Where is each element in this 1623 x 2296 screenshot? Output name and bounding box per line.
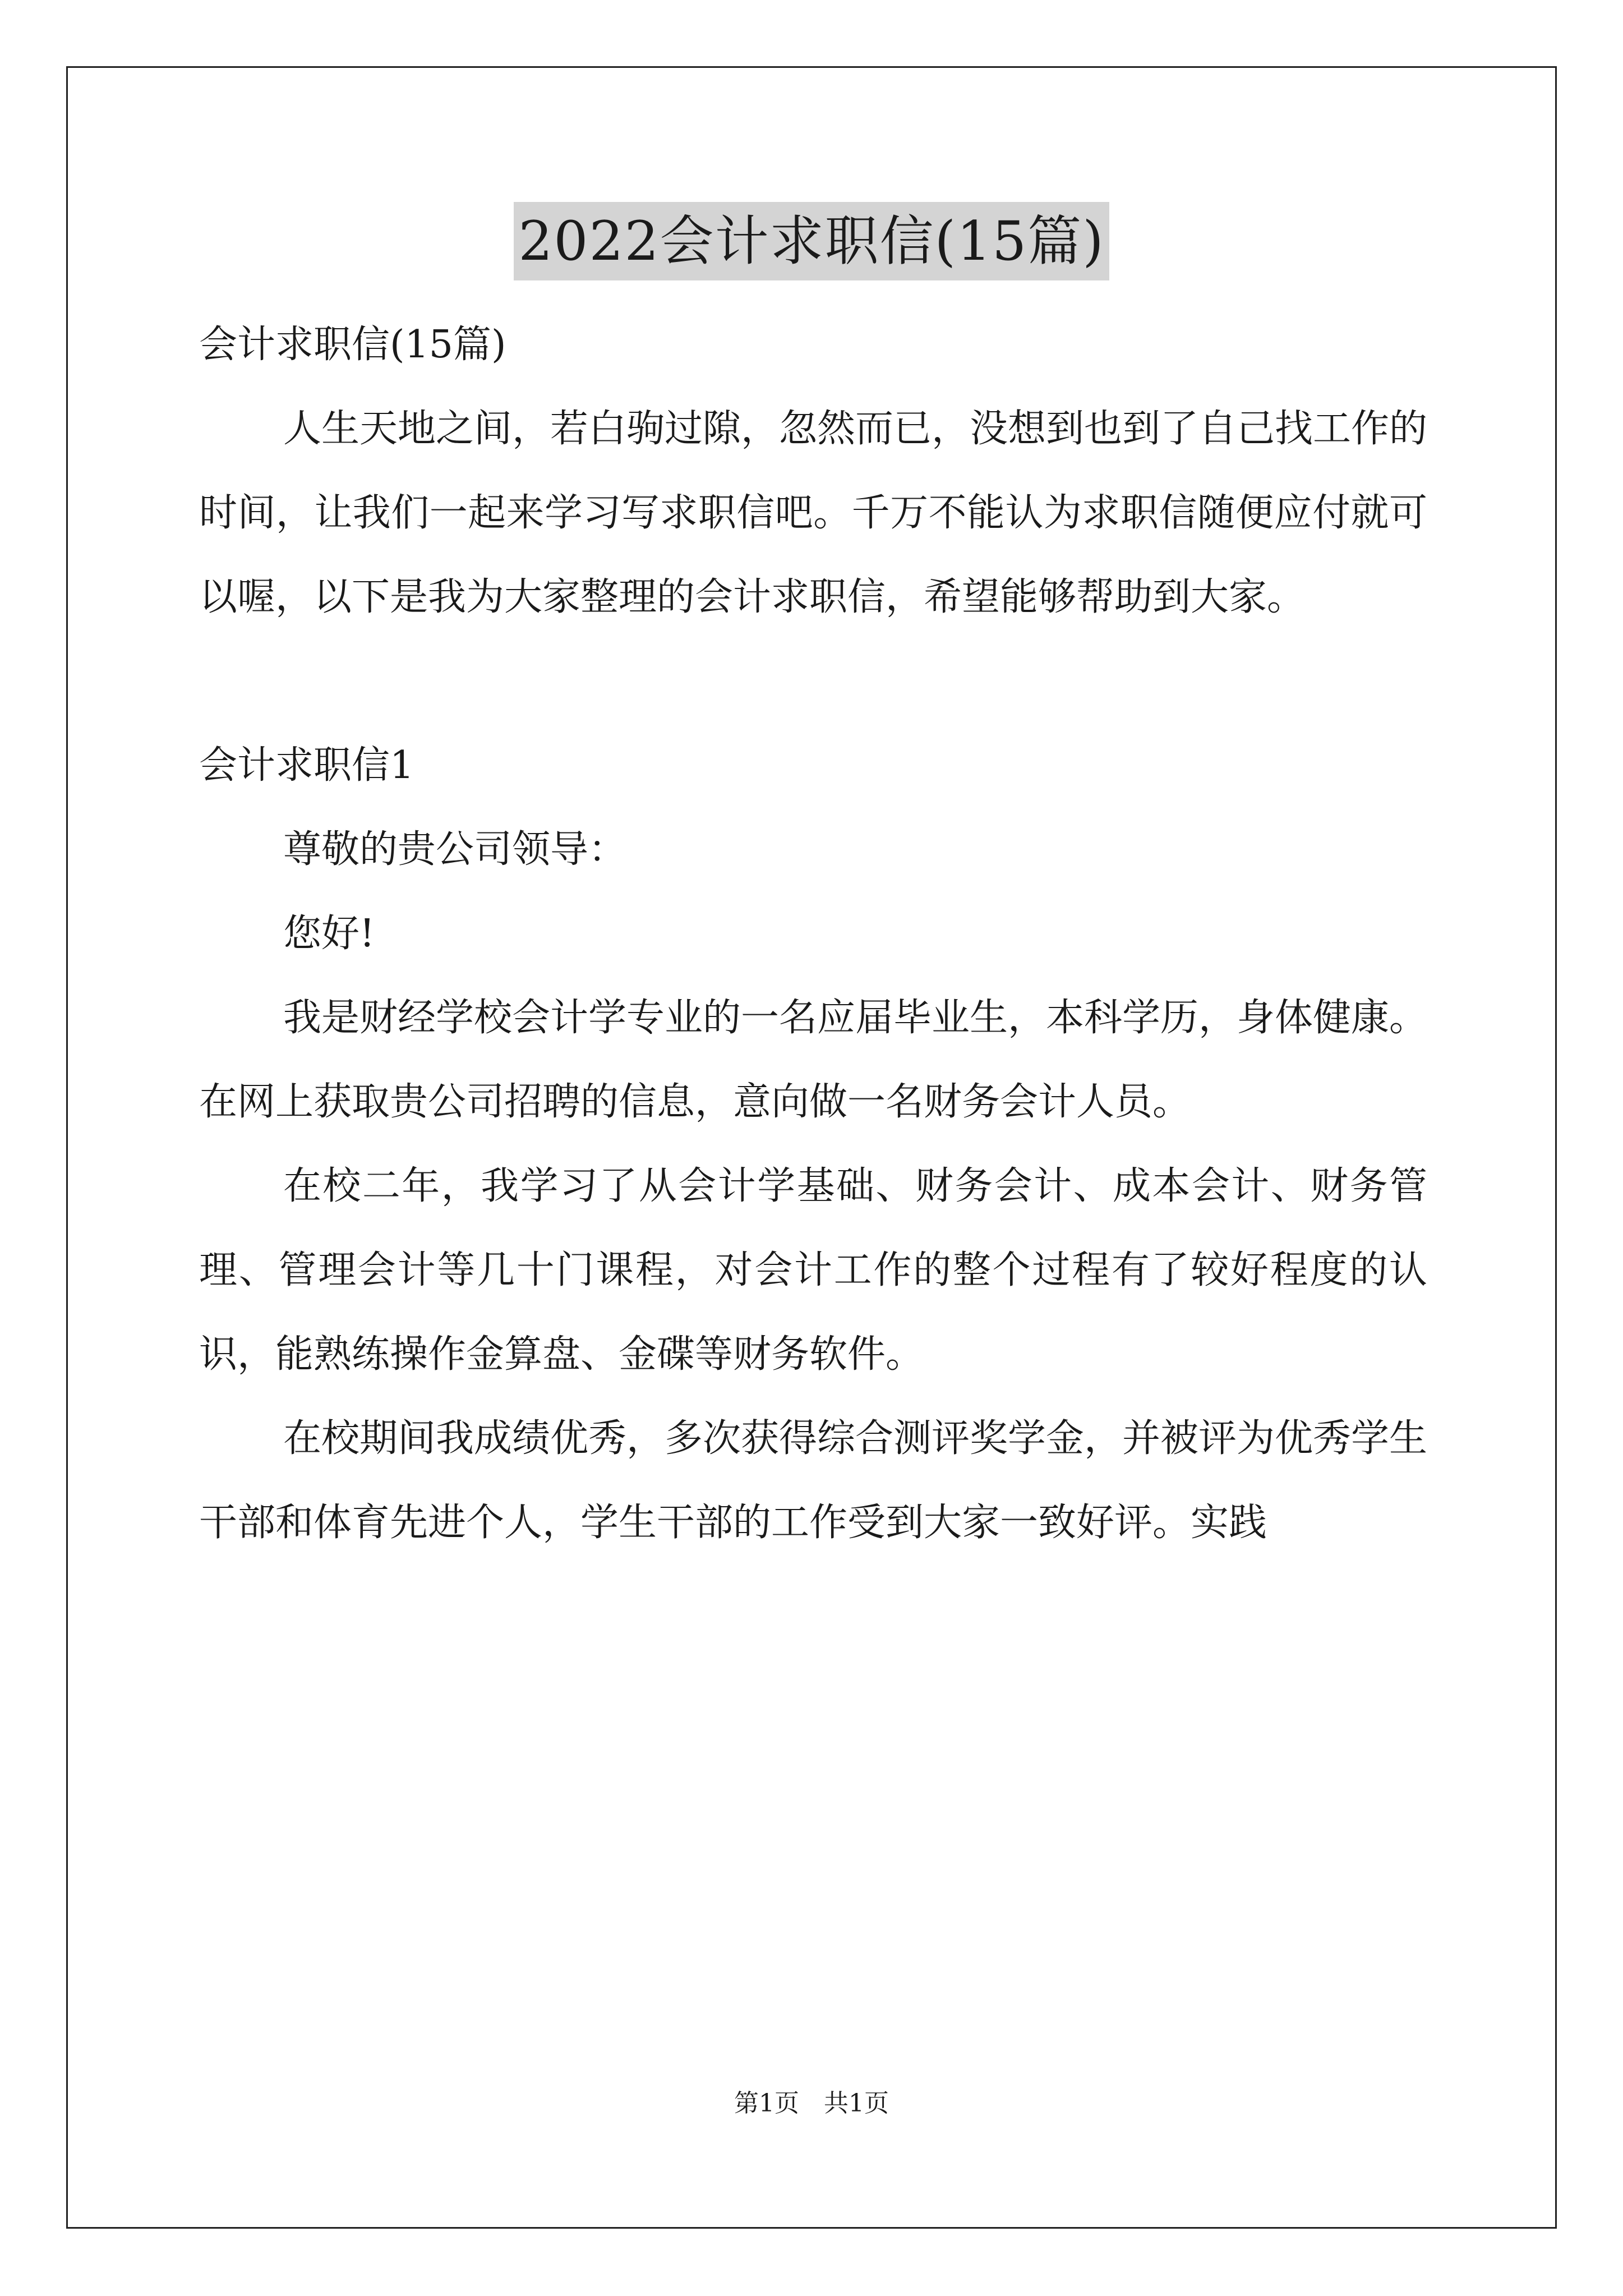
letter-heading: 会计求职信1 (199, 743, 414, 788)
title-container (0, 202, 1623, 280)
page-footer: 第1页 共1页 (734, 2089, 889, 2118)
letter-paragraph: 我是财经学校会计学专业的一名应届毕业生，本科学历，身体健康。在网上获取贵公司招聘的信息，意向做一名财务会计人员。 (199, 996, 1428, 1124)
letter-paragraph: 在校二年，我学习了从会计学基础、财务会计、成本会计、财务管理、管理会计等几十门课程，对会计工作的整个过程有了较好程度的认识，能熟练操作金算盘、金碟等财务软件。 (199, 1164, 1427, 1377)
document-title: 2022会计求职信(15篇) (514, 202, 1109, 280)
document-subtitle: 会计求职信(15篇) (199, 323, 506, 367)
spacer (199, 639, 1427, 724)
letter-greeting: 您好! (283, 912, 375, 956)
letter-paragraph: 在校期间我成绩优秀，多次获得综合测评奖学金，并被评为优秀学生干部和体育先进个人，学生干部的工作受到大家一致好评。实践 (199, 1416, 1428, 1545)
letter-salutation: 尊敬的贵公司领导： (283, 827, 627, 872)
document-body (199, 303, 1427, 1565)
intro-paragraph: 人生天地之间，若白驹过隙，忽然而已，没想到也到了自己找工作的时间，让我们一起来学习写求职信吧。千万不能认为求职信随便应付就可以喔，以下是我为大家整理的会计求职信，希望能够帮助到大家。 (199, 407, 1428, 619)
